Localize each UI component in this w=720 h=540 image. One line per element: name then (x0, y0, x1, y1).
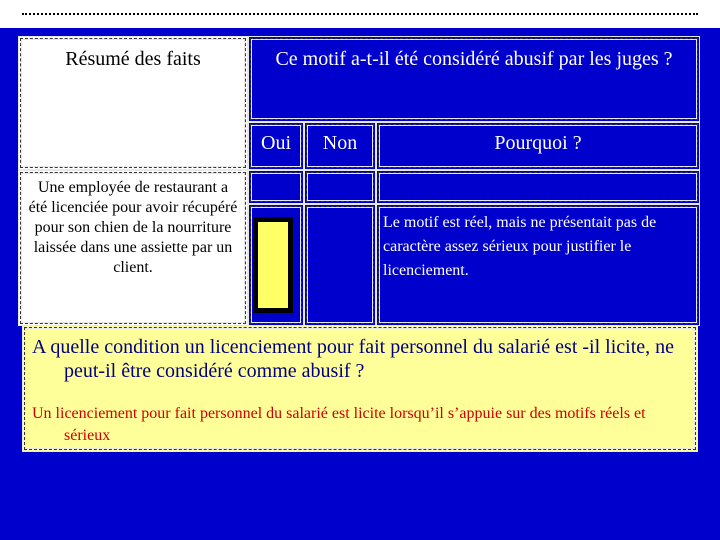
answer-yes-marker (253, 217, 293, 313)
dotted-rule (22, 13, 698, 15)
header-facts-cell (18, 36, 248, 170)
why-cell (376, 204, 700, 326)
spacer-why (376, 170, 700, 204)
summary-box (22, 325, 698, 452)
facts-text: Une employée de restaurant a été licenciée pour avoir récupéré pour son chien de la nourriture laissée dans une assiette par un client. (28, 179, 238, 276)
col-yes-cell (248, 122, 304, 170)
summary-answer: Un licenciement pour fait personnel du salarié est licite lorsqu’il s’appuie sur des motifs réels et sérieux (32, 405, 646, 444)
header-question: Ce motif a-t-il été considéré abusif par les juges ? (275, 48, 673, 70)
summary-question: A quelle condition un licenciement pour fait personnel du salarié est -il licite, ne peut-il être considéré comme abusif ? (32, 336, 675, 382)
col-yes: Oui (261, 132, 291, 154)
header-question-cell (248, 36, 700, 122)
col-why-cell (376, 122, 700, 170)
col-no: Non (322, 132, 358, 154)
facts-cell (18, 170, 248, 326)
col-no-cell (304, 122, 376, 170)
col-why: Pourquoi ? (494, 132, 582, 154)
header-facts: Résumé des faits (65, 48, 201, 70)
spacer-no (304, 170, 376, 204)
why-text: Le motif est réel, mais ne présentait pas de caractère assez sérieux pour justifier le licenciement. (383, 214, 657, 279)
spacer-yes (248, 170, 304, 204)
top-bar (0, 0, 720, 28)
no-cell (304, 204, 376, 326)
